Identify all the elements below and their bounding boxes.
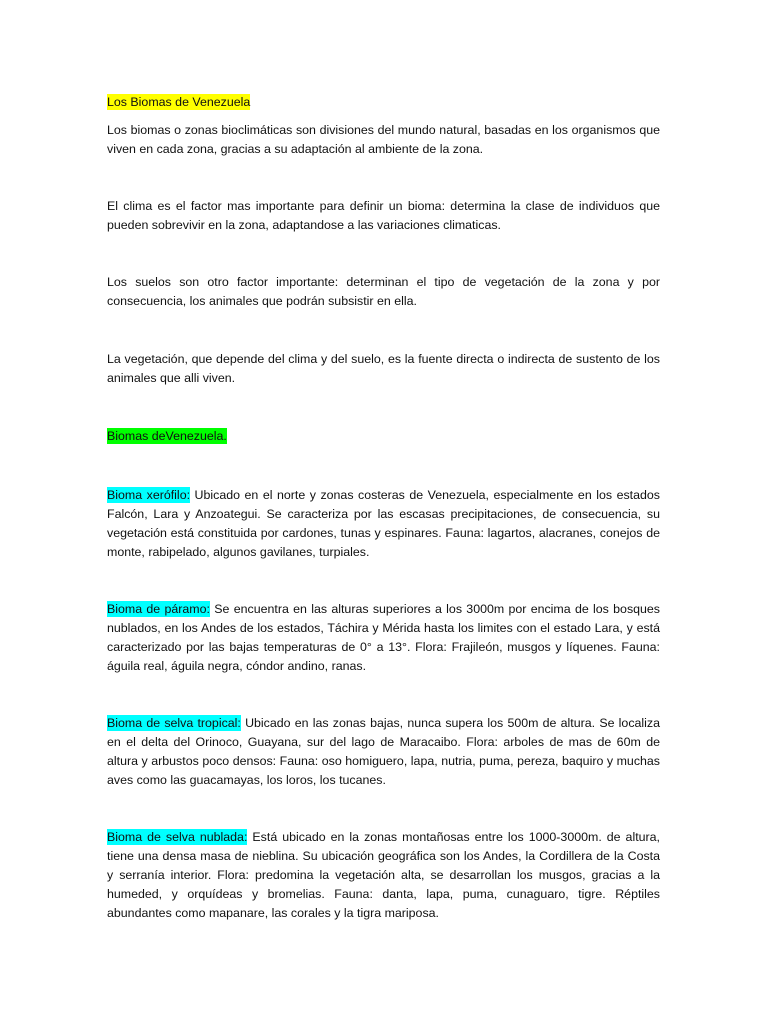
biome-selva-tropical — [107, 714, 660, 790]
document-title-line — [107, 93, 660, 112]
biome-selva-nublada — [107, 828, 660, 923]
biome-label: Bioma de páramo: — [107, 602, 210, 616]
biome-label: Bioma de selva nublada: — [107, 830, 248, 844]
biome-xerofilo — [107, 486, 660, 562]
biome-description: Ubicado en las zonas bajas, nunca supera los 500m de altura. Se localiza en el delta del Orinoco, Guayana, sur del lago de Maracaibo. Flora: arboles de mas de 60m de altura y arbustos poco densos: Fauna: oso homiguero, lapa, nutria, puma, pereza, baquiro y muchas aves como las guacamayas, los loros, los tucanes. — [107, 716, 661, 787]
document-title: Los Biomas de Venezuela — [107, 95, 251, 109]
paragraph-climate: El clima es el factor mas importante para definir un bioma: determina la clase de individuos que pueden sobrevivir en la zona, adaptandose a las variaciones climaticas. — [107, 199, 660, 232]
paragraph-vegetation: La vegetación, que depende del clima y del suelo, es la fuente directa o indirecta de sustento de los animales que alli viven. — [107, 352, 660, 385]
biome-description: Ubicado en el norte y zonas costeras de Venezuela, especialmente en los estados Falcón, Lara y Anzoategui. Se caracteriza por las escasas precipitaciones, de consecuencia, su vegetación está constituida por cardones, tunas y espinares. Fauna: lagartos, alacranes, conejos de monte, rabipelado, algunos gavilanes, turpiales. — [107, 488, 660, 559]
biome-label: Bioma de selva tropical: — [107, 716, 241, 730]
biome-label: Bioma xerófilo: — [107, 488, 191, 502]
biome-paramo — [107, 600, 660, 676]
biome-description: Está ubicado en la zonas montañosas entre los 1000-3000m. de altura, tiene una densa masa de nieblina. Su ubicación geográfica son los Andes, la Cordillera de la Costa y serranía interior. Flora: predomina la vegetación alta, se desarrollan los musgos, gracias a la humeded, y orquídeas y bromelias. Fauna: danta, lapa, puma, cunaguaro, tigre. Réptiles abundantes como mapanare, las corales y la tigra mariposa. — [107, 830, 660, 920]
paragraph-soils: Los suelos son otro factor importante: determinan el tipo de vegetación de la zona y por consecuencia, los animales que podrán subsistir en ella. — [107, 275, 660, 308]
paragraph-intro: Los biomas o zonas bioclimáticas son divisiones del mundo natural, basadas en los organismos que viven en cada zona, gracias a su adaptación al ambiente de la zona. — [107, 123, 660, 156]
section-heading-line — [107, 427, 660, 446]
section-heading: Biomas deVenezuela. — [107, 429, 227, 443]
biome-description: Se encuentra en las alturas superiores a los 3000m por encima de los bosques nublados, en los Andes de los estados, Táchira y Mérida hasta los limites con el estado Lara, y está caracterizado por las bajas temperaturas de 0° a 13°. Flora: Frajileón, musgos y líquenes. Fauna: águila real, águila negra, cóndor andino, ranas. — [107, 602, 661, 673]
